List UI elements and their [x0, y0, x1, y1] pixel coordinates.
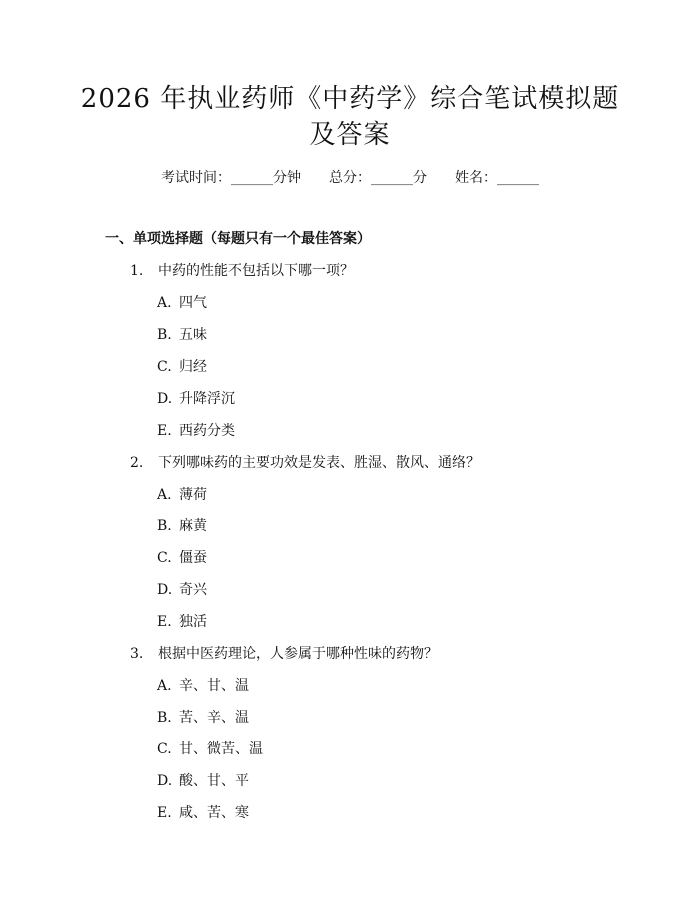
option-item: [157, 421, 235, 441]
option-item: [157, 771, 249, 791]
option-item: [157, 389, 235, 409]
document-title-line-1: 2026 年执业药师《中药学》综合笔试模拟题: [80, 84, 620, 114]
option-item: [157, 612, 207, 632]
option-text: 辛、甘、温: [179, 678, 249, 694]
option-item: [157, 293, 207, 313]
option-item: [157, 516, 207, 536]
option-item: [157, 548, 207, 568]
option-letter: D.: [157, 773, 173, 789]
total-score-label: 总分：______分: [329, 170, 427, 186]
exam-time-label: 考试时间：______分钟: [161, 170, 301, 186]
option-text: 苦、辛、温: [179, 710, 249, 726]
option-text: 五味: [179, 327, 207, 343]
option-letter: B.: [157, 327, 172, 343]
option-text: 西药分类: [179, 423, 235, 439]
question-2: [130, 453, 480, 473]
option-letter: D.: [157, 582, 173, 598]
option-letter: B.: [157, 518, 172, 534]
exam-meta: [0, 168, 700, 188]
question-text: 中药的性能不包括以下哪一项？: [158, 263, 354, 279]
option-text: 甘、微苦、温: [179, 741, 263, 757]
option-letter: A.: [157, 678, 172, 694]
question-number: 2.: [130, 455, 144, 471]
option-item: [157, 708, 249, 728]
option-item: [157, 803, 249, 823]
option-letter: D.: [157, 391, 173, 407]
option-text: 独活: [179, 614, 207, 630]
question-number: 3.: [130, 646, 144, 662]
name-label: 姓名：______: [455, 170, 539, 186]
option-text: 咸、苦、寒: [179, 805, 249, 821]
question-number: 1.: [130, 263, 144, 279]
option-letter: B.: [157, 710, 172, 726]
section-heading: 一、单项选择题（每题只有一个最佳答案）: [105, 231, 371, 247]
option-item: [157, 357, 207, 377]
question-text: 下列哪味药的主要功效是发表、胜湿、散风、通络？: [158, 455, 480, 471]
option-text: 四气: [179, 295, 207, 311]
option-item: [157, 739, 263, 759]
option-letter: E.: [157, 423, 172, 439]
option-text: 僵蚕: [179, 550, 207, 566]
option-item: [157, 325, 207, 345]
option-text: 麻黄: [179, 518, 207, 534]
option-letter: C.: [157, 741, 172, 757]
option-letter: A.: [157, 295, 172, 311]
question-text: 根据中医药理论，人参属于哪种性味的药物？: [158, 646, 438, 662]
option-letter: E.: [157, 805, 172, 821]
option-item: [157, 485, 207, 505]
option-letter: A.: [157, 487, 172, 503]
option-text: 薄荷: [179, 487, 207, 503]
option-text: 奇兴: [179, 582, 207, 598]
option-text: 升降浮沉: [179, 391, 235, 407]
question-3: [130, 644, 438, 664]
option-letter: E.: [157, 614, 172, 630]
option-text: 酸、甘、平: [179, 773, 249, 789]
option-text: 归经: [179, 359, 207, 375]
option-letter: C.: [157, 550, 172, 566]
option-letter: C.: [157, 359, 172, 375]
document-title-line-2: 及答案: [309, 120, 391, 150]
option-item: [157, 676, 249, 696]
question-1: [130, 261, 354, 281]
option-item: [157, 580, 207, 600]
